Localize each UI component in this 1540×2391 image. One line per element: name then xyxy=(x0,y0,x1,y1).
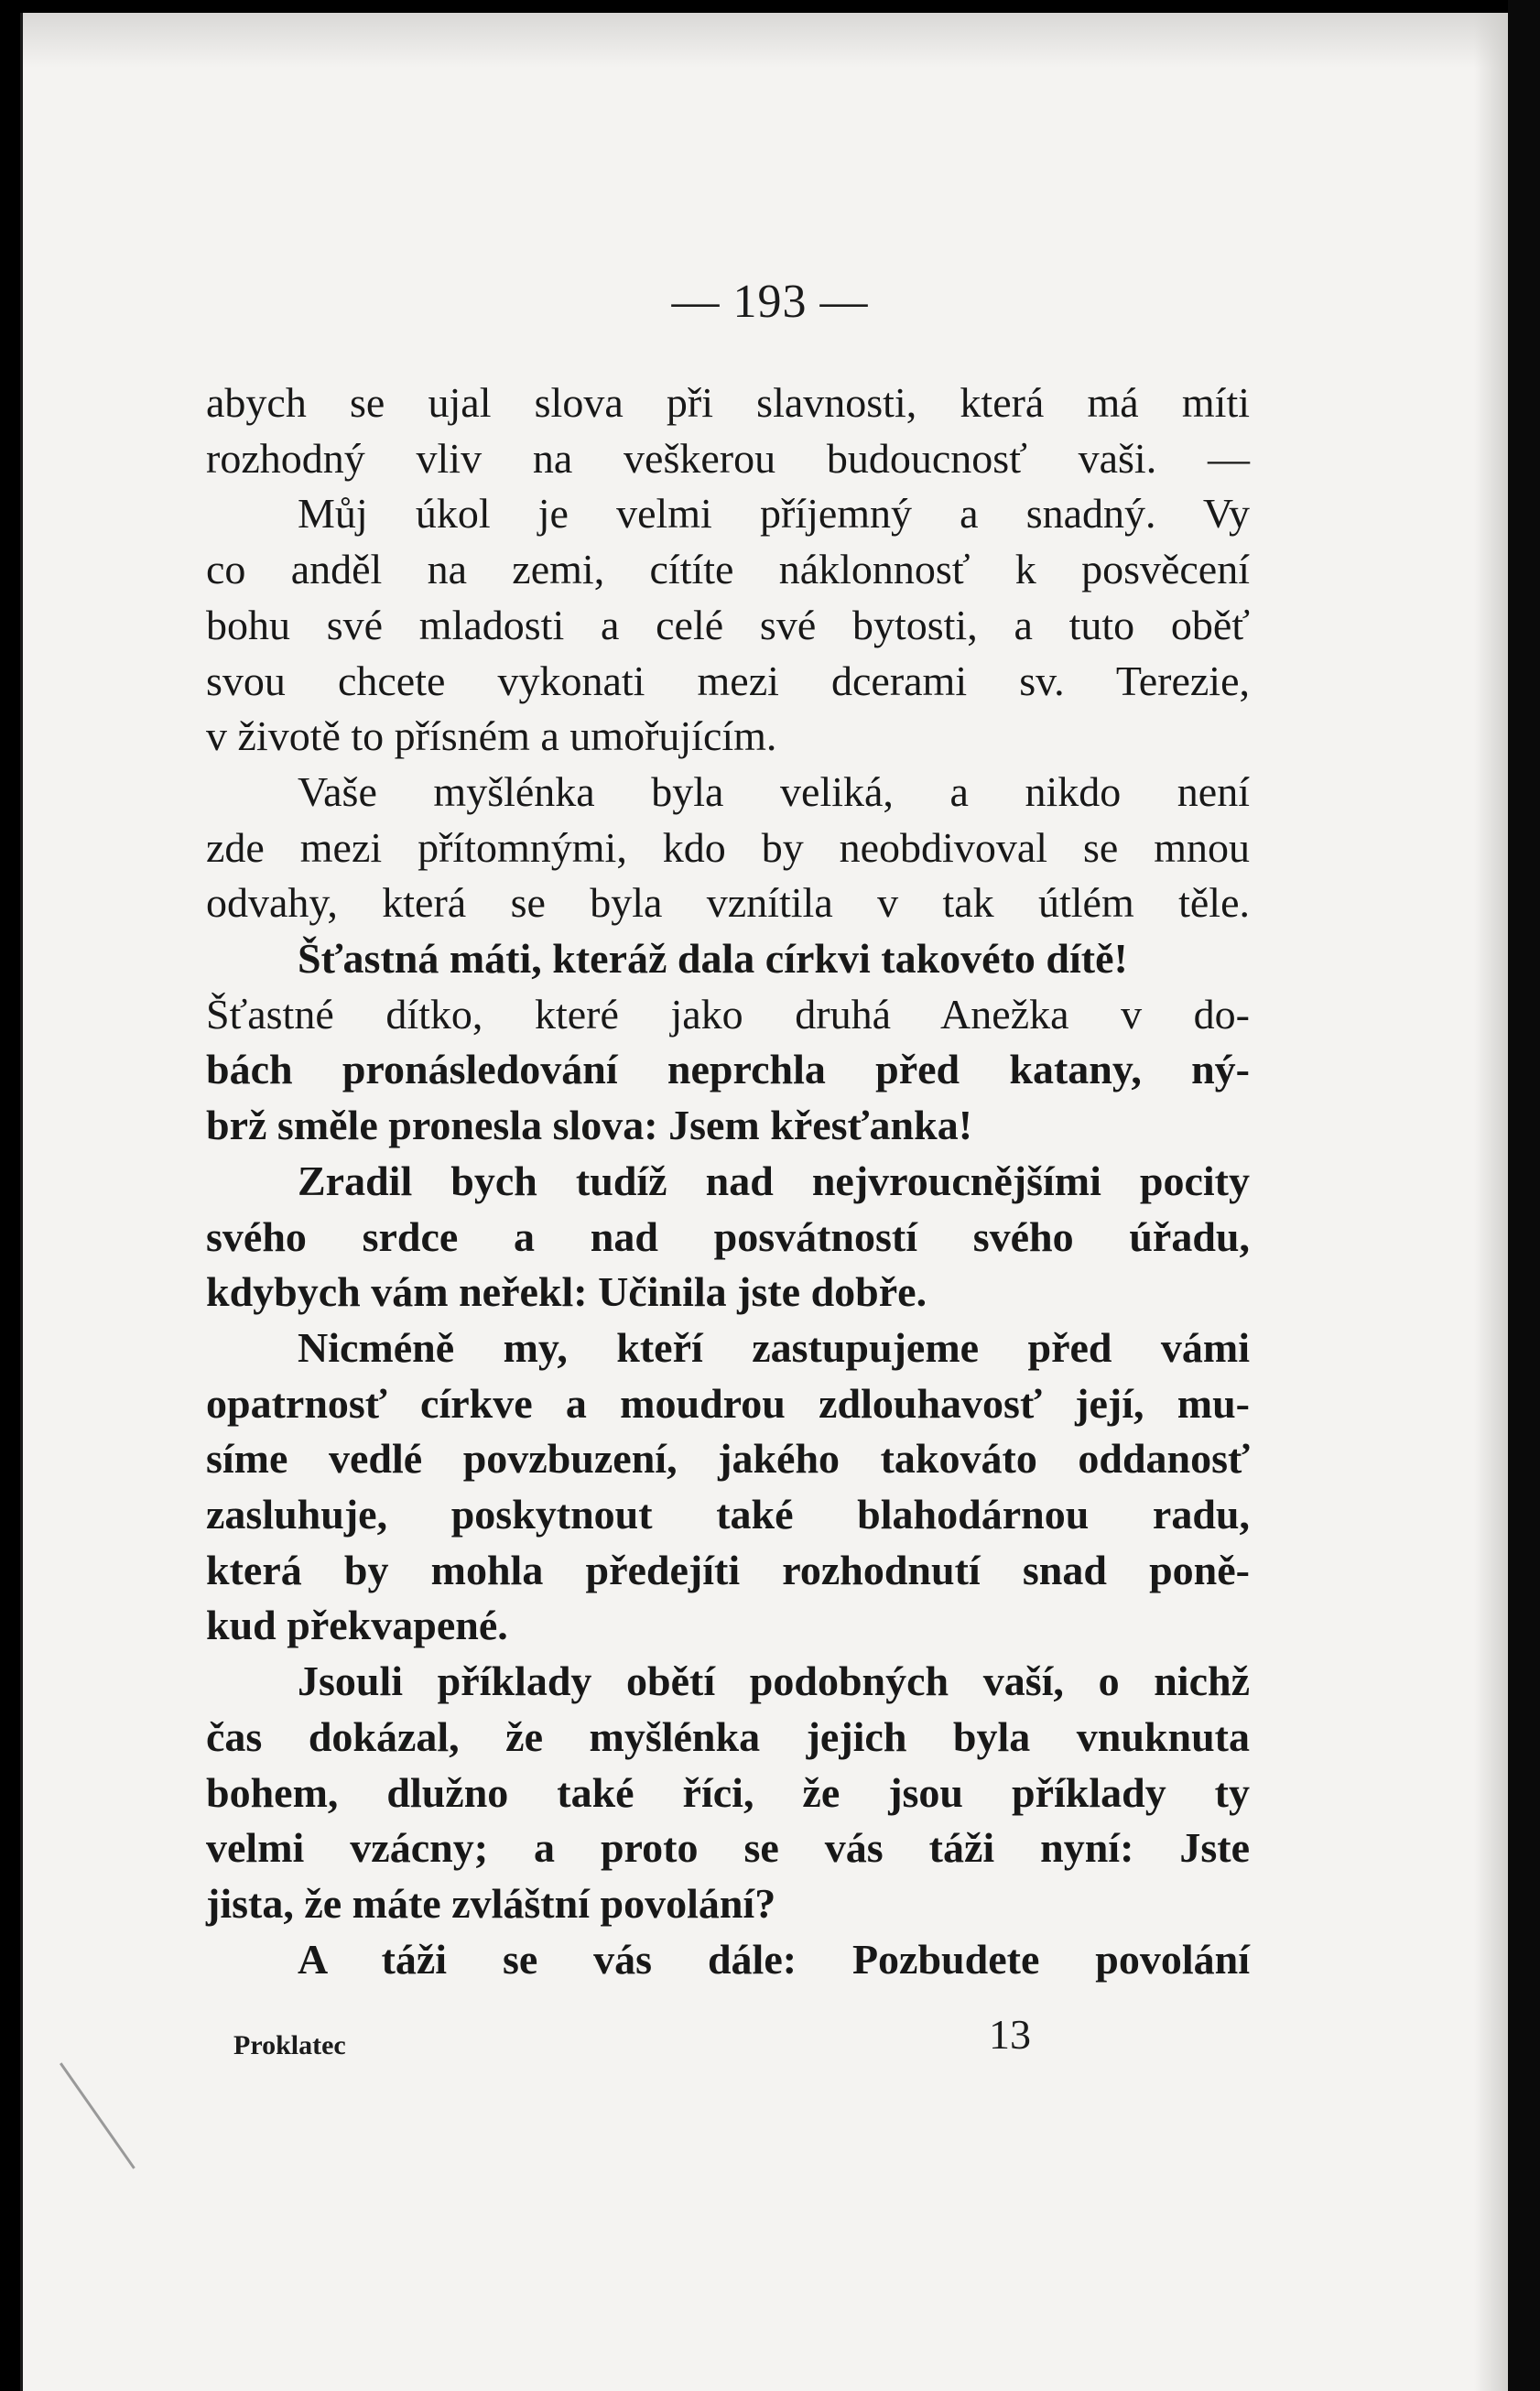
text-line: Jsouli příklady obětí podobných vaší, o nichž xyxy=(298,1657,1250,1705)
stray-pencil-mark xyxy=(60,2062,136,2168)
text-line: jista, že máte zvláštní povolání? xyxy=(206,1879,776,1927)
sheet-number: 13 xyxy=(989,2011,1031,2058)
text-line: opatrnosť církve a moudrou zdlouhavosť její, mu- xyxy=(206,1379,1250,1427)
signature-mark: Proklatec xyxy=(233,2030,346,2060)
text-line: odvahy, která se byla vznítila v tak útlém těle. xyxy=(206,879,1250,927)
text-line: rozhodný vliv na veškerou budoucnosť vaši. — xyxy=(206,434,1250,482)
body-text xyxy=(206,375,1250,1987)
text-line: velmi vzácny; a proto se vás táži nyní: Jste xyxy=(206,1824,1250,1872)
text-line: čas dokázal, že myšlénka jejich byla vnuknuta xyxy=(206,1712,1250,1760)
text-line: Vaše myšlénka byla veliká, a nikdo není xyxy=(298,767,1250,815)
page-number: — 193 — xyxy=(671,276,869,328)
text-line: kud překvapené. xyxy=(206,1602,508,1649)
text-line: bohem, dlužno také říci, že jsou příklady ty xyxy=(206,1768,1250,1816)
text-line: zde mezi přítomnými, kdo by neobdivoval se mnou xyxy=(206,823,1250,871)
text-line: zasluhuje, poskytnout také blahodárnou radu, xyxy=(206,1491,1250,1538)
text-line: Zradil bych tudíž nad nejvroucnějšími pocity xyxy=(298,1157,1250,1204)
text-line: Nicméně my, kteří zastupujeme před vámi xyxy=(298,1323,1250,1371)
text-line: svého srdce a nad posvátností svého úřadu, xyxy=(206,1212,1250,1260)
text-line: kdybych vám neřekl: Učinila jste dobře. xyxy=(206,1268,927,1316)
text-line: bohu své mladosti a celé své bytosti, a tuto oběť xyxy=(206,601,1250,648)
text-line: která by mohla předejíti rozhodnutí snad poně- xyxy=(206,1546,1250,1593)
text-line: Šťastné dítko, které jako druhá Anežka v do- xyxy=(206,990,1250,1038)
text-line: A táži se vás dále: Pozbudete povolání xyxy=(298,1935,1250,1983)
page-footer xyxy=(206,2010,1250,2065)
text-line: síme vedlé povzbuzení, jakého takováto oddanosť xyxy=(206,1435,1250,1483)
text-line: co anděl na zemi, cítíte náklonnosť k posvěcení xyxy=(206,546,1250,593)
text-line: brž směle pronesla slova: Jsem křesťanka! xyxy=(206,1102,973,1149)
text-line: abych se ujal slova při slavnosti, která má míti xyxy=(206,379,1250,426)
text-line: svou chcete vykonati mezi dcerami sv. Terezie, xyxy=(206,657,1250,704)
text-line: bách pronásledování neprchla před katany, ný- xyxy=(206,1046,1250,1093)
page-edge-shadow xyxy=(1508,0,1540,2391)
text-line: v životě to přísném a umořujícím. xyxy=(206,712,777,760)
text-line: Můj úkol je velmi příjemný a snadný. Vy xyxy=(298,490,1250,538)
text-line: Šťastná máti, kteráž dala církvi takovéto dítě! xyxy=(298,935,1128,983)
